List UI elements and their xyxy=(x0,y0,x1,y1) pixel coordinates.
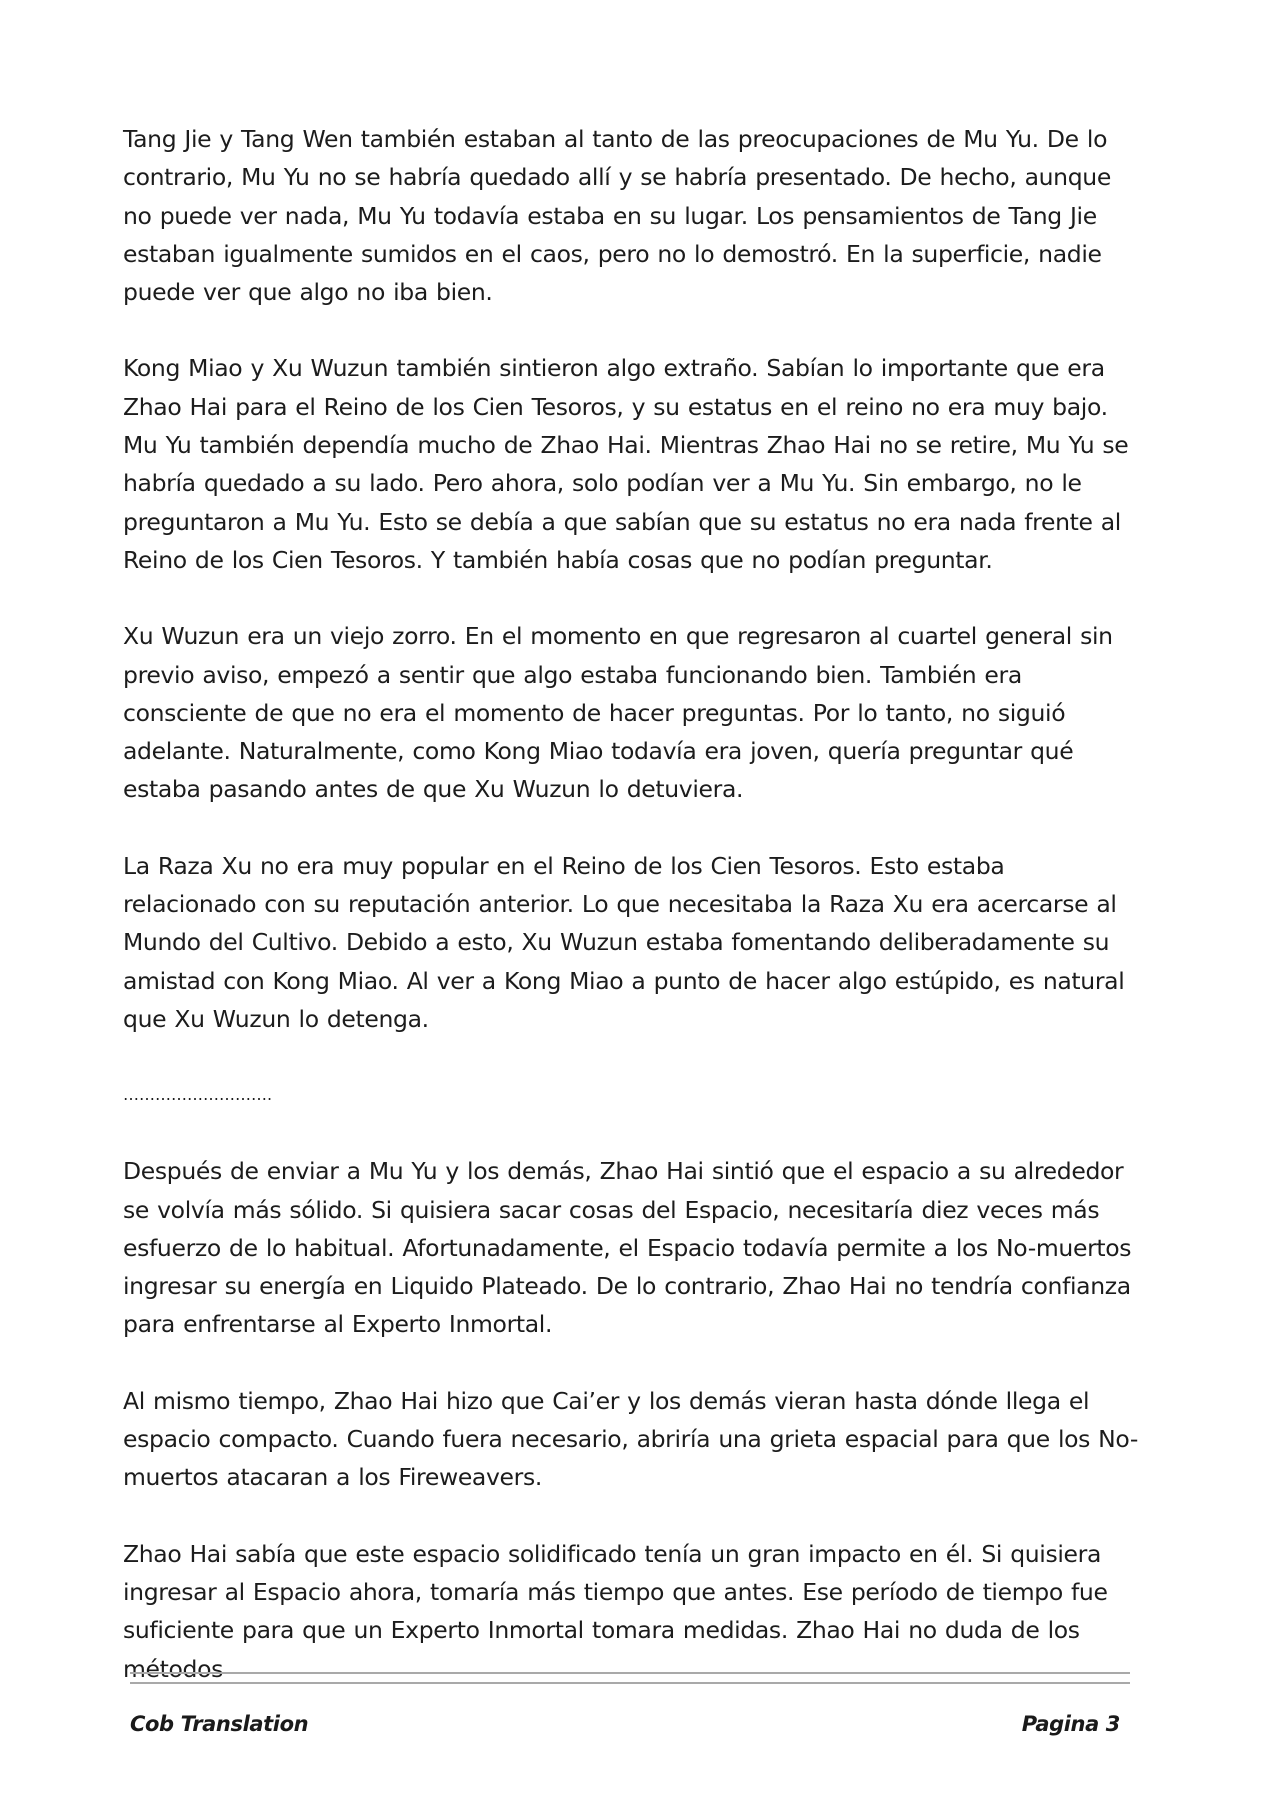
paragraph-4: La Raza Xu no era muy popular en el Reino de los Cien Tesoros. Esto estaba relacionado con su reputación anterior. Lo que necesitaba la Raza Xu era acercarse al Mundo del Cultivo. Debido a esto, Xu Wuzun estaba fomentando deliberadamente su amistad con Kong Miao. Al ver a Kong Miao a punto de hacer algo estúpido, es natural que Xu Wuzun lo detenga. xyxy=(123,851,1125,1033)
section-separator: ………………………. xyxy=(123,1085,273,1105)
paragraph-2: Kong Miao y Xu Wuzun también sintieron algo extraño. Sabían lo importante que era Zhao Hai para el Reino de los Cien Tesoros, y su estatus en el reino no era muy bajo. Mu Yu también dependía mucho de Zhao Hai. Mientras Zhao Hai no se retire, Mu Yu se habría quedado a su lado. Pero ahora, solo podían ver a Mu Yu. Sin embargo, no le preguntaron a Mu Yu. Esto se debía a que sabían que su estatus no era nada frente al Reino de los Cien Tesoros. Y también había cosas que no podían preguntar. xyxy=(123,354,1129,574)
footer-page-number: Pagina 3 xyxy=(1021,1712,1120,1736)
paragraph-6: Al mismo tiempo, Zhao Hai hizo que Cai’er y los demás vieran hasta dónde llega el espacio compacto. Cuando fuera necesario, abriría una grieta espacial para que los No-muertos atacaran a los Fireweavers. xyxy=(123,1386,1138,1492)
paragraph-5: Después de enviar a Mu Yu y los demás, Zhao Hai sintió que el espacio a su alrededor se volvía más sólido. Si quisiera sacar cosas del Espacio, necesitaría diez veces más esfuerzo de lo habitual. Afortunadamente, el Espacio todavía permite a los No-muertos ingresar su energía en Liquido Plateado. De lo contrario, Zhao Hai no tendría confianza para enfrentarse al Experto Inmortal. xyxy=(123,1157,1132,1339)
paragraph-7: Zhao Hai sabía que este espacio solidificado tenía un gran impacto en él. Si quisiera ingresar al Espacio ahora, tomaría más tiempo que antes. Ese período de tiempo fue suficiente para que un Experto Inmortal tomara medidas. Zhao Hai no duda de los métodos xyxy=(123,1539,1108,1683)
footer-divider-bottom xyxy=(130,1682,1130,1684)
footer-translator-credit: Cob Translation xyxy=(130,1712,309,1736)
paragraph-3: Xu Wuzun era un viejo zorro. En el momento en que regresaron al cuartel general sin previo aviso, empezó a sentir que algo estaba funcionando bien. También era consciente de que no era el momento de hacer preguntas. Por lo tanto, no siguió adelante. Naturalmente, como Kong Miao todavía era joven, quería preguntar qué estaba pasando antes de que Xu Wuzun lo detuviera. xyxy=(123,622,1113,804)
footer-divider-top xyxy=(130,1672,1130,1674)
document-body xyxy=(123,120,1143,1726)
paragraph-1: Tang Jie y Tang Wen también estaban al tanto de las preocupaciones de Mu Yu. De lo contrario, Mu Yu no se habría quedado allí y se habría presentado. De hecho, aunque no puede ver nada, Mu Yu todavía estaba en su lugar. Los pensamientos de Tang Jie estaban igualmente sumidos en el caos, pero no lo demostró. En la superficie, nadie puede ver que algo no iba bien. xyxy=(123,125,1111,307)
